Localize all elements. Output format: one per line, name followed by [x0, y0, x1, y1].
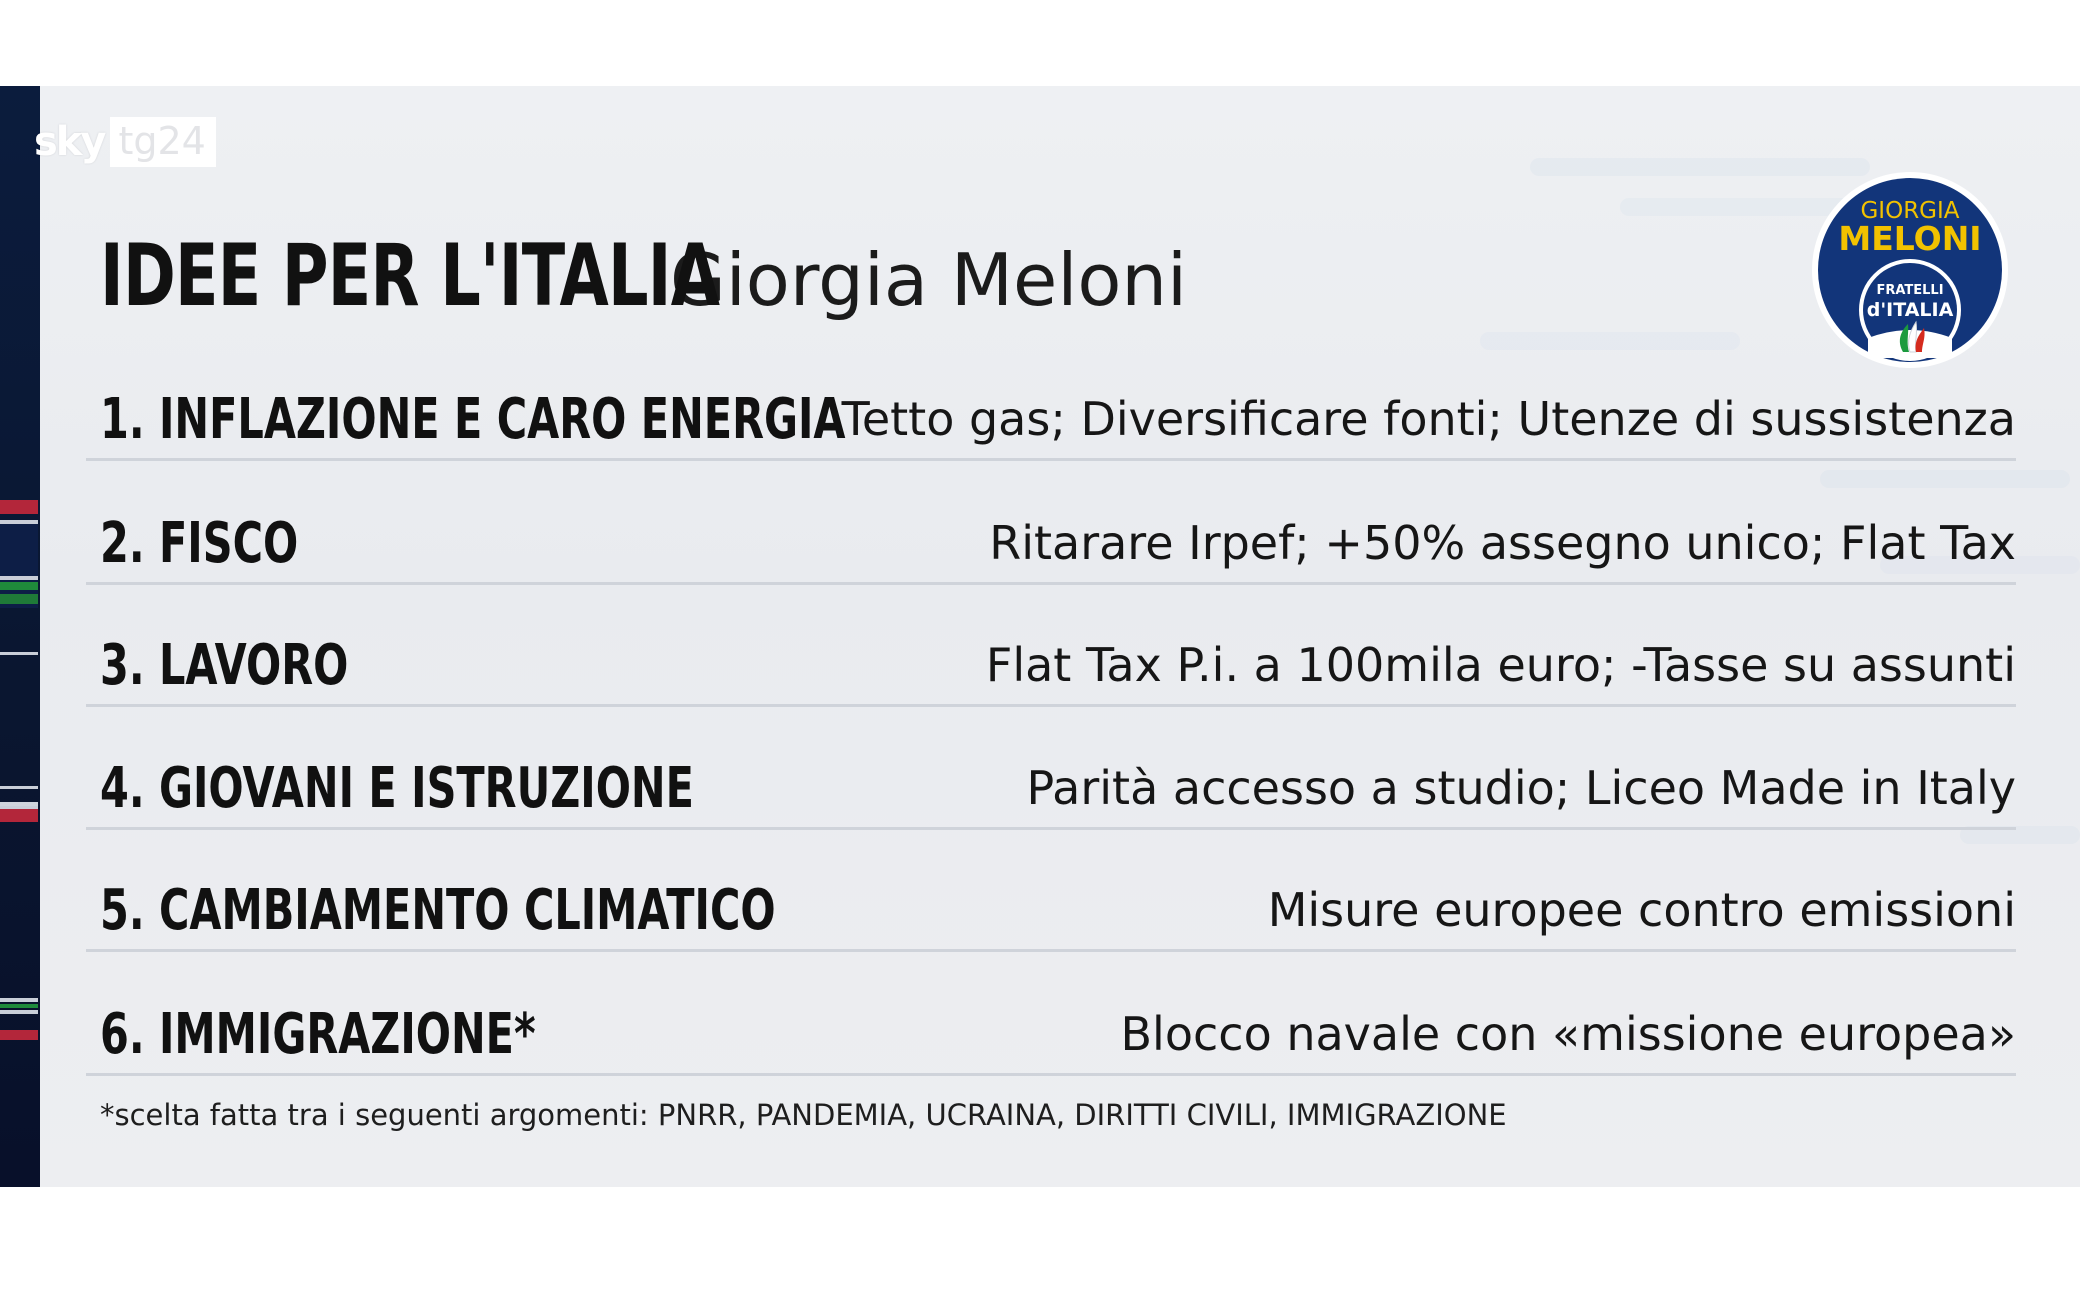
logo-text-meloni: MELONI [1838, 219, 1982, 258]
bar-stripe [0, 582, 38, 590]
topic-description: Parità accesso a studio; Liceo Made in Italy [1026, 761, 2016, 815]
bar-stripe [0, 500, 38, 514]
list-item [86, 584, 2016, 707]
sky-wordmark: sky [34, 119, 105, 165]
topic-description: Blocco navale con «missione europea» [1120, 1007, 2016, 1061]
topic-description: Flat Tax P.i. a 100mila euro; -Tasse su assunti [985, 638, 2016, 692]
skytg24-logo [34, 116, 216, 168]
logo-text-ditalia: d'ITALIA [1866, 299, 1954, 321]
list-item [86, 462, 2016, 585]
list-item [86, 707, 2016, 830]
bar-stripe [0, 806, 38, 809]
bar-stripe [0, 652, 38, 655]
topic-description: Tetto gas; Diversificare fonti; Utenze di sussistenza [841, 392, 2016, 446]
topic-description: Misure europee contro emissioni [1267, 883, 2016, 937]
bar-stripe [0, 808, 38, 822]
bar-stripe [0, 786, 38, 789]
bar-stripe [0, 594, 38, 604]
list-item [86, 338, 2016, 461]
bar-stripe [0, 1010, 38, 1014]
topic-label: 4. GIOVANI E ISTRUZIONE [100, 756, 694, 821]
page-title [100, 226, 1187, 326]
footnote: *scelta fatta tra i seguenti argomenti: PNRR, PANDEMIA, UCRAINA, DIRITTI CIVILI, IMMIGRAZIONE [100, 1098, 1507, 1132]
title-main: IDEE PER L'ITALIA [100, 226, 720, 326]
topic-label: 3. LAVORO [100, 633, 349, 698]
list-item [86, 953, 2016, 1076]
left-side-bar [0, 86, 40, 1187]
topic-label: 2. FISCO [100, 511, 299, 576]
bar-stripe [0, 1030, 38, 1040]
bar-stripe [0, 998, 38, 1002]
logo-text-giorgia: GIORGIA [1860, 198, 1960, 224]
topic-label: 6. IMMIGRAZIONE* [100, 1002, 536, 1067]
title-name: Giorgia Meloni [670, 238, 1188, 322]
bar-stripe [0, 1004, 38, 1008]
topic-description: Ritarare Irpef; +50% assegno unico; Flat Tax [989, 516, 2016, 570]
broadcast-frame [0, 86, 2080, 1187]
tg24-wordmark: tg24 [110, 117, 215, 167]
topic-label: 1. INFLAZIONE E CARO ENERGIA [100, 387, 846, 452]
topic-label: 5. CAMBIAMENTO CLIMATICO [100, 878, 776, 943]
bar-stripe [0, 576, 38, 580]
list-item [86, 829, 2016, 952]
logo-text-fratelli: FRATELLI [1876, 283, 1944, 298]
